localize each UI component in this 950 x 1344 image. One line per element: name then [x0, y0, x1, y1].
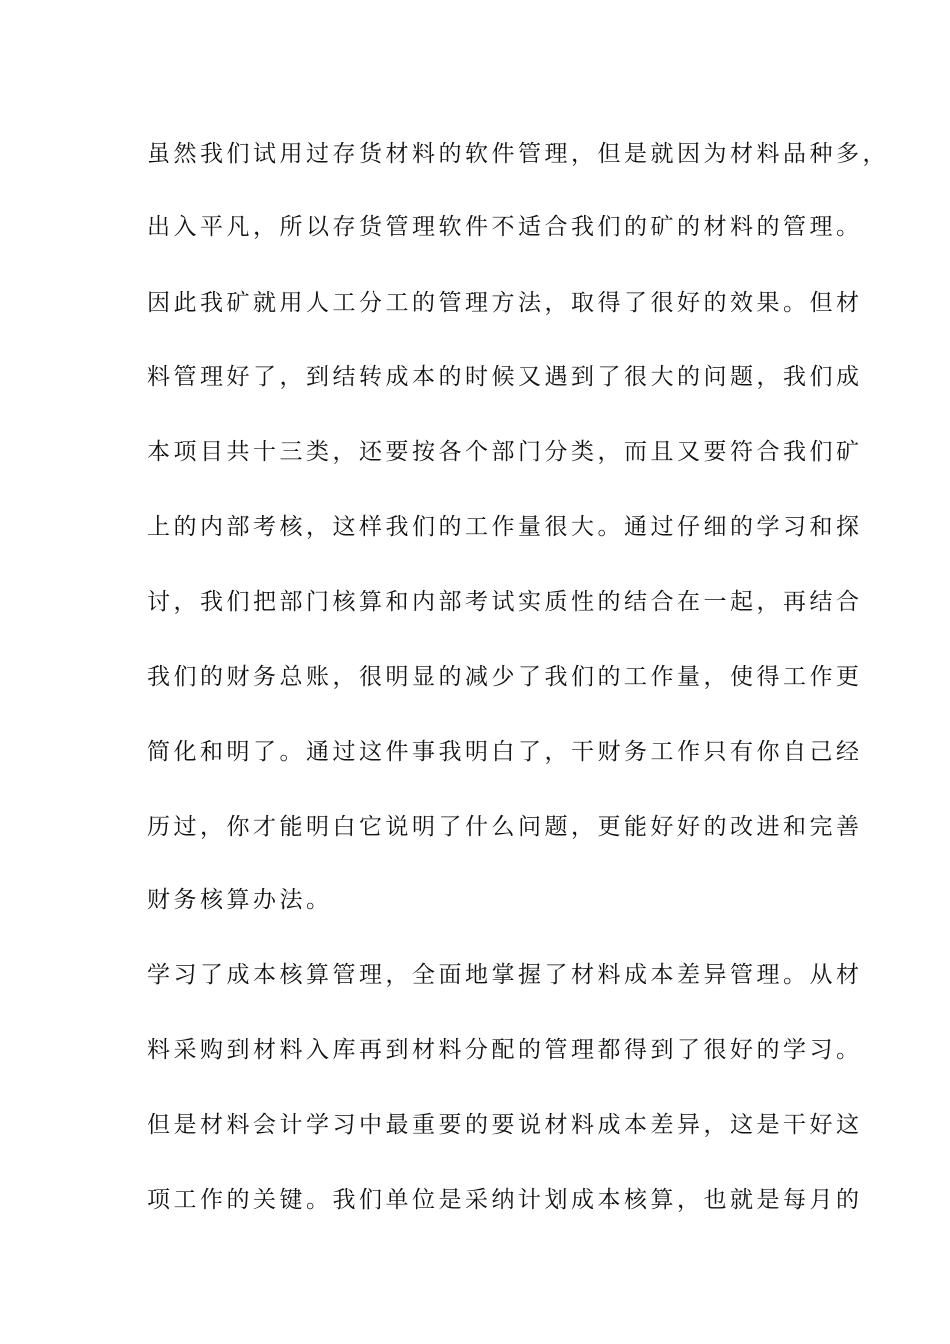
text-line: 虽然我们试用过存货材料的软件管理，但是就因为材料品种多，	[147, 141, 889, 167]
text-line: 但是材料会计学习中最重要的要说材料成本差异，这是干好这	[147, 1112, 863, 1138]
text-line: 项工作的关键。我们单位是采纳计划成本核算，也就是每月的	[147, 1187, 863, 1213]
text-line: 财务核算办法。	[147, 887, 333, 913]
text-line: 本项目共十三类，还要按各个部门分类，而且又要符合我们矿	[147, 439, 863, 465]
text-line: 历过，你才能明白它说明了什么问题，更能好好的改进和完善	[147, 814, 863, 840]
text-line: 料采购到材料入库再到材料分配的管理都得到了很好的学习。	[147, 1037, 863, 1063]
text-line: 学习了成本核算管理，全面地掌握了材料成本差异管理。从材	[147, 962, 863, 988]
text-line: 简化和明了。通过这件事我明白了，干财务工作只有你自己经	[147, 739, 863, 765]
text-line: 出入平凡，所以存货管理软件不适合我们的矿的材料的管理。	[147, 214, 863, 240]
text-line: 上的内部考核，这样我们的工作量很大。通过仔细的学习和探	[147, 514, 863, 540]
text-line: 我们的财务总账，很明显的减少了我们的工作量，使得工作更	[147, 664, 863, 690]
text-line: 因此我矿就用人工分工的管理方法，取得了很好的效果。但材	[147, 290, 863, 316]
text-line: 讨，我们把部门核算和内部考试实质性的结合在一起，再结合	[147, 589, 863, 615]
text-line: 料管理好了，到结转成本的时候又遇到了很大的问题，我们成	[147, 364, 863, 390]
